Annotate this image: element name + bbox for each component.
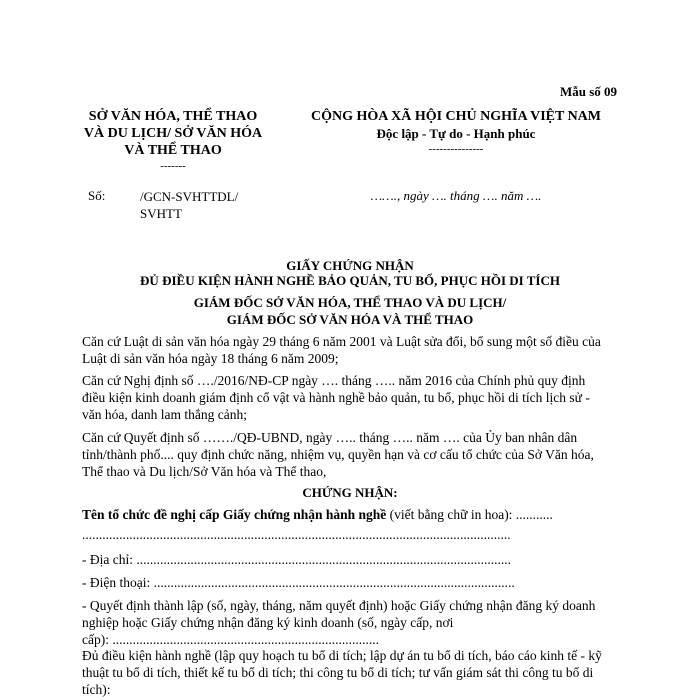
nation-header bbox=[280, 108, 632, 157]
basis-1-line-1: Căn cứ Luật di sản văn hóa ngày 29 tháng 6 năm 2001 và Luật sửa đổi, bổ sung một số điều của bbox=[82, 334, 601, 349]
certificate-title bbox=[60, 258, 640, 288]
agency-line-1: SỞ VĂN HÓA, THỂ THAO bbox=[88, 109, 258, 124]
nation-title: CỘNG HÒA XÃ HỘI CHỦ NGHĨA VIỆT NAM bbox=[310, 109, 601, 124]
issuer-line-1: GIÁM ĐỐC SỞ VĂN HÓA, THỂ THAO VÀ DU LỊCH/ bbox=[193, 295, 507, 310]
doc-number-line-2: SVHTT bbox=[140, 206, 182, 221]
legal-basis-3 bbox=[82, 429, 620, 480]
basis-3-line-2: tỉnh/thành phố.... quy định chức năng, nhiệm vụ, quyền hạn và cơ cấu tổ chức của Sở Văn hóa, bbox=[82, 447, 594, 462]
title-line-1: GIẤY CHỨNG NHẬN bbox=[286, 258, 414, 273]
practice-line-1: Đủ điều kiện hành nghề (lập quy hoạch tu bổ di tích; lập dự án tu bổ di tích, báo cáo kinh tế - kỹ bbox=[82, 648, 602, 663]
org-name-label: Tên tổ chức đề nghị cấp Giấy chứng nhận hành nghề bbox=[82, 507, 387, 522]
establishment-decision-field bbox=[82, 597, 620, 648]
practice-line-2: thuật tu bổ di tích, thiết kế tu bổ di tích; thi công tu bổ di tích; tư vấn giám sát thi công tu bổ di bbox=[82, 665, 594, 680]
practice-line-3: tích): bbox=[82, 682, 111, 697]
phone-field: - Điện thoại: ........................................................................................................... bbox=[82, 575, 515, 590]
nation-motto: Độc lập - Tự do - Hạnh phúc bbox=[376, 126, 536, 141]
certifies-heading: CHỨNG NHẬN: bbox=[302, 485, 398, 500]
date-line: ……., ngày …. tháng …. năm …. bbox=[370, 188, 542, 203]
form-number: Mẫu số 09 bbox=[560, 84, 618, 99]
doc-number bbox=[140, 188, 238, 222]
nation-rule: --------------- bbox=[428, 143, 484, 155]
issuer-title bbox=[60, 294, 640, 328]
basis-2-line-1: Căn cứ Nghị định số …./2016/NĐ-CP ngày …. tháng ….. năm 2016 của Chính phủ quy định bbox=[82, 373, 586, 388]
doc-number-line-1: /GCN-SVHTTDL/ bbox=[140, 189, 239, 204]
basis-3-line-3: Thể thao và Du lịch/Sở Văn hóa và Thể thao, bbox=[82, 464, 327, 479]
address-field: - Địa chỉ: ............................................................................................................... bbox=[82, 552, 511, 567]
practice-conditions-field bbox=[82, 647, 620, 698]
org-name-hint: (viết bằng chữ in hoa): ........... bbox=[386, 507, 553, 522]
basis-2-line-3: văn hóa, danh lam thắng cảnh; bbox=[82, 407, 247, 422]
legal-basis-1 bbox=[82, 333, 620, 367]
basis-3-line-1: Căn cứ Quyết định số ……./QĐ-UBND, ngày ….. tháng ….. năm …. của Ủy ban nhân dân bbox=[82, 430, 578, 445]
org-name-line bbox=[82, 506, 620, 523]
decision-line-1: - Quyết định thành lập (số, ngày, tháng, năm quyết định) hoặc Giấy chứng nhận đăng ký doanh bbox=[82, 598, 596, 613]
agency-line-2: VÀ DU LỊCH/ SỞ VĂN HÓA bbox=[83, 126, 263, 141]
basis-2-line-2: điều kiện kinh doanh giám định cổ vật và hành nghề bảo quản, tu bổ, phục hồi di tích lịch sử - bbox=[82, 390, 590, 405]
basis-1-line-2: Luật di sản văn hóa ngày 18 tháng 6 năm 2009; bbox=[82, 351, 339, 366]
decision-line-2: nghiệp hoặc Giấy chứng nhận đăng ký kinh doanh (số, ngày cấp, nơi bbox=[82, 615, 454, 630]
title-line-2: ĐỦ ĐIỀU KIỆN HÀNH NGHỀ BẢO QUẢN, TU BỔ, PHỤC HỒI DI TÍCH bbox=[140, 273, 560, 288]
agency-line-3: VÀ THỂ THAO bbox=[124, 143, 222, 158]
legal-basis-2 bbox=[82, 372, 620, 423]
org-name-dots: ............................................................................................................................... bbox=[82, 527, 511, 542]
agency-rule: ------- bbox=[160, 160, 186, 172]
issuer-line-2: GIÁM ĐỐC SỞ VĂN HÓA VÀ THỂ THAO bbox=[226, 312, 474, 327]
doc-number-label: Số: bbox=[88, 188, 106, 203]
agency-header bbox=[78, 108, 268, 174]
decision-line-3: cấp): ............................................................................... bbox=[82, 632, 379, 647]
